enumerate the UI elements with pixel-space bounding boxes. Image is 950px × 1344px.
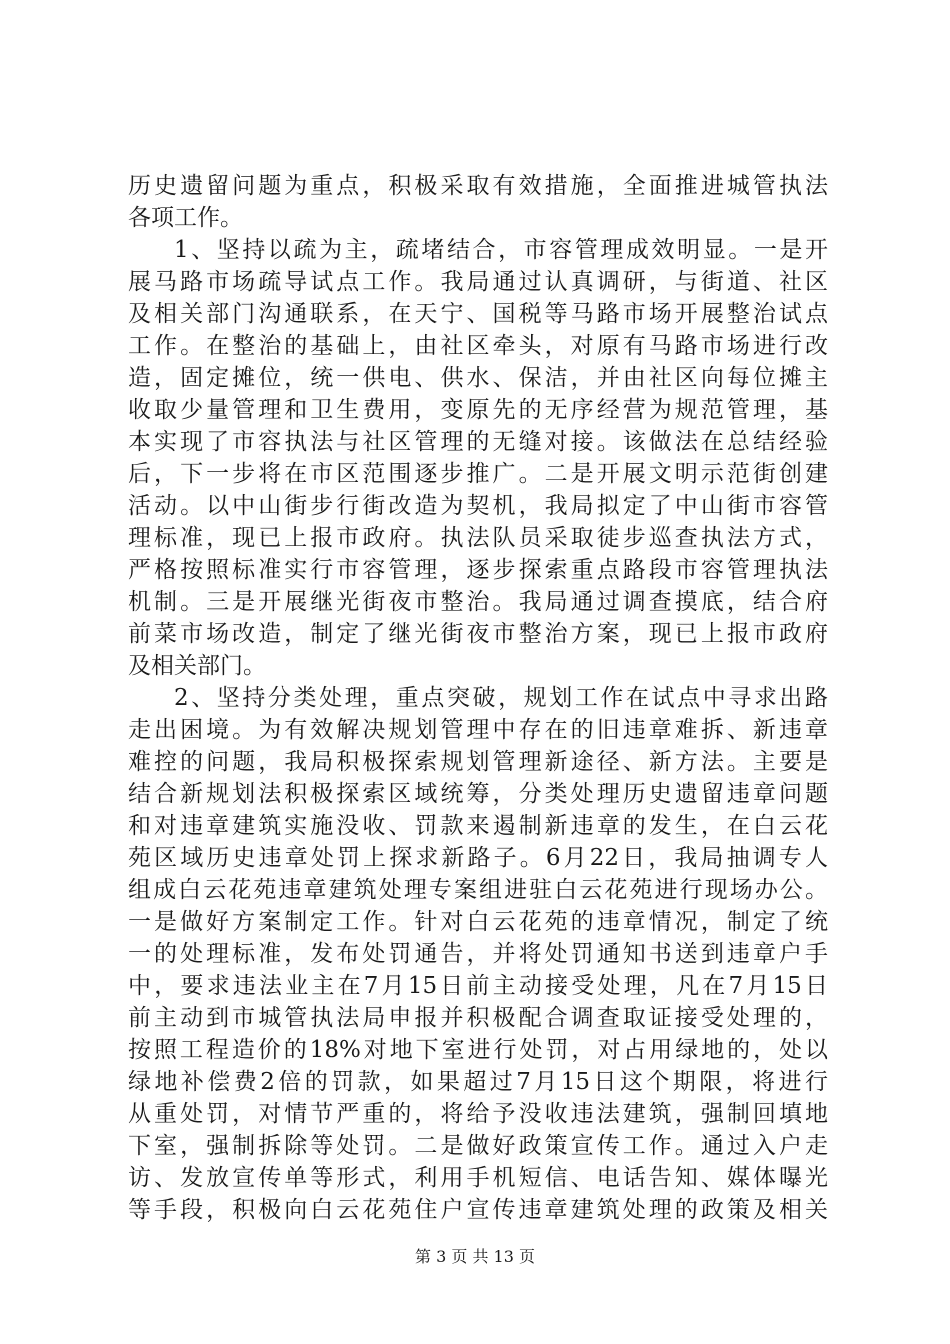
text-line: 难控的问题，我局积极探索规划管理新途径、新方法。主要是	[128, 749, 828, 775]
page-number: 第 3 页 共 13 页	[415, 1247, 535, 1266]
text-line: 一的处理标准，发布处罚通告，并将处罚通知书送到违章户手	[128, 941, 828, 967]
text-line: 按照工程造价的18%对地下室进行处罚，对占用绿地的，处以	[128, 1037, 828, 1063]
text-line: 及相关部门沟通联系，在天宁、国税等马路市场开展整治试点	[128, 301, 828, 327]
text-line: 展马路市场疏导试点工作。我局通过认真调研，与街道、社区	[128, 269, 828, 295]
paragraph	[128, 170, 828, 234]
text-line: 苑区域历史违章处罚上探求新路子。6月22日，我局抽调专人	[128, 845, 828, 871]
paragraph	[128, 682, 828, 1226]
text-line: 本实现了市容执法与社区管理的无缝对接。该做法在总结经验	[128, 429, 828, 455]
text-line: 1、坚持以疏为主，疏堵结合，市容管理成效明显。一是开	[174, 237, 828, 263]
text-line: 前主动到市城管执法局申报并积极配合调查取证接受处理的，	[128, 1005, 828, 1031]
paragraph	[128, 234, 828, 682]
text-line: 工作。在整治的基础上，由社区牵头，对原有马路市场进行改	[128, 333, 828, 359]
text-line: 历史遗留问题为重点，积极采取有效措施，全面推进城管执法	[128, 173, 828, 199]
text-line: 造，固定摊位，统一供电、供水、保洁，并由社区向每位摊主	[128, 365, 828, 391]
text-line: 下室，强制拆除等处罚。二是做好政策宣传工作。通过入户走	[128, 1133, 828, 1159]
text-line: 中，要求违法业主在7月15日前主动接受处理，凡在7月15日	[128, 973, 828, 999]
text-line: 机制。三是开展继光街夜市整治。我局通过调查摸底，结合府	[128, 589, 828, 615]
text-line: 结合新规划法积极探索区域统筹，分类处理历史遗留违章问题	[128, 781, 828, 807]
text-line: 严格按照标准实行市容管理，逐步探索重点路段市容管理执法	[128, 557, 828, 583]
text-line: 从重处罚，对情节严重的，将给予没收违法建筑，强制回填地	[128, 1101, 828, 1127]
text-line: 理标准，现已上报市政府。执法队员采取徒步巡查执法方式，	[128, 525, 828, 551]
document-body	[128, 170, 828, 1226]
text-line: 前菜市场改造，制定了继光街夜市整治方案，现已上报市政府	[128, 621, 828, 647]
text-line: 和对违章建筑实施没收、罚款来遏制新违章的发生，在白云花	[128, 813, 828, 839]
text-line: 组成白云花苑违章建筑处理专案组进驻白云花苑进行现场办公。	[128, 877, 828, 903]
text-line: 走出困境。为有效解决规划管理中存在的旧违章难拆、新违章	[128, 717, 828, 743]
text-line: 2、坚持分类处理，重点突破，规划工作在试点中寻求出路	[174, 685, 828, 711]
text-line: 后，下一步将在市区范围逐步推广。二是开展文明示范街创建	[128, 461, 828, 487]
text-line: 一是做好方案制定工作。针对白云花苑的违章情况，制定了统	[128, 909, 828, 935]
text-line: 活动。以中山街步行街改造为契机，我局拟定了中山街市容管	[128, 493, 828, 519]
text-line: 各项工作。	[128, 205, 243, 231]
text-line: 访、发放宣传单等形式，利用手机短信、电话告知、媒体曝光	[128, 1165, 828, 1191]
text-line: 绿地补偿费2倍的罚款，如果超过7月15日这个期限，将进行	[128, 1069, 828, 1095]
text-line: 等手段，积极向白云花苑住户宣传违章建筑处理的政策及相关	[128, 1197, 828, 1223]
text-line: 收取少量管理和卫生费用，变原先的无序经营为规范管理，基	[128, 397, 828, 423]
text-line: 及相关部门。	[128, 653, 266, 679]
